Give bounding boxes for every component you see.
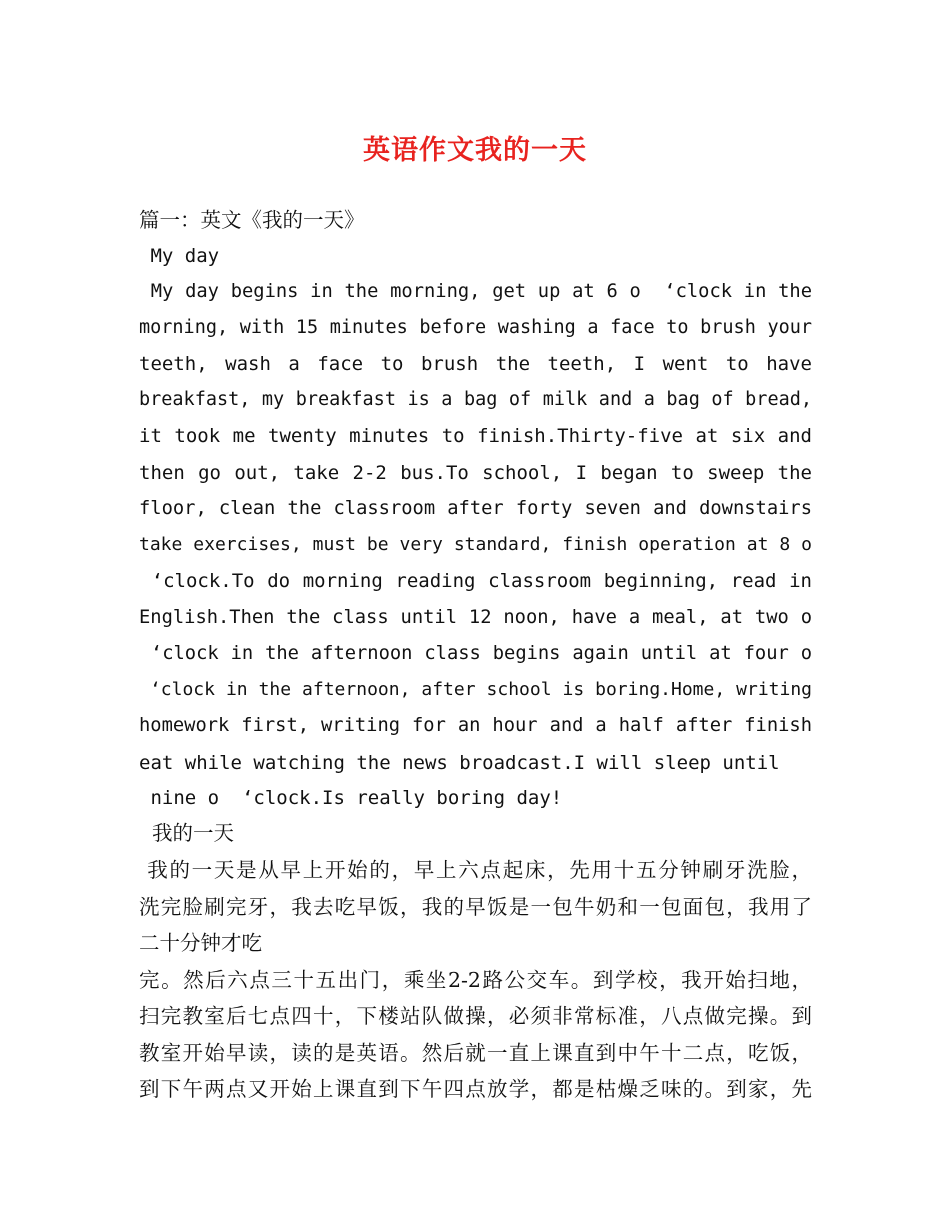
text-line: take exercises, must be very standard, finish operation at 8 o xyxy=(139,534,812,555)
section-heading: 篇一：英文《我的一天》 xyxy=(139,208,365,232)
text-line: nine o ‘clock.Is really boring day! xyxy=(139,787,563,809)
text-line: ‘clock in the afternoon, after school is boring.Home, writing xyxy=(139,679,812,700)
text-line: eat while watching the news broadcast.I will sleep until xyxy=(139,752,780,774)
text-line: 到下午两点又开始上课直到下午四点放学，都是枯燥乏味的。到家，先 xyxy=(139,1077,812,1101)
text-line: breakfast, my breakfast is a bag of milk and a bag of bread, xyxy=(139,389,812,410)
text-line: ‘clock in the afternoon class begins again until at four o xyxy=(139,643,812,664)
text-line: 洗完脸刷完牙，我去吃早饭，我的早饭是一包牛奶和一包面包，我用了 xyxy=(139,895,812,919)
text-line: teeth, wash a face to brush the teeth, I went to have xyxy=(139,353,812,375)
text-line: 我的一天是从早上开始的，早上六点起床，先用十五分钟刷牙洗脸， xyxy=(139,858,812,882)
text-line: ‘clock.To do morning reading classroom beginning, read in xyxy=(139,570,812,592)
text-line: 扫完教室后七点四十，下楼站队做操，必须非常标准，八点做完操。到 xyxy=(139,1004,812,1028)
text-line: homework first, writing for an hour and a half after finish xyxy=(139,715,812,736)
text-line: 教室开始早读，读的是英语。然后就一直上课直到中午十二点，吃饭， xyxy=(139,1041,812,1065)
text-line: then go out, take 2-2 bus.To school, I began to sweep the xyxy=(139,462,812,484)
text-line: it took me twenty minutes to finish.Thirty-five at six and xyxy=(139,425,812,447)
text-line: 完。然后六点三十五出门，乘坐2-2路公交车。到学校，我开始扫地， xyxy=(139,968,812,992)
text-line: My day begins in the morning, get up at 6 o ‘clock in the xyxy=(139,281,812,302)
text-line: floor, clean the classroom after forty seven and downstairs xyxy=(139,498,812,519)
text-line: 二十分钟才吃 xyxy=(139,931,262,955)
chinese-title: 我的一天 xyxy=(139,821,235,845)
document-title: 英语作文我的一天 xyxy=(363,135,587,166)
english-title: My day xyxy=(139,245,220,267)
text-line: morning, with 15 minutes before washing a face to brush your xyxy=(139,317,812,338)
text-line: English.Then the class until 12 noon, have a meal, at two o xyxy=(139,607,812,628)
